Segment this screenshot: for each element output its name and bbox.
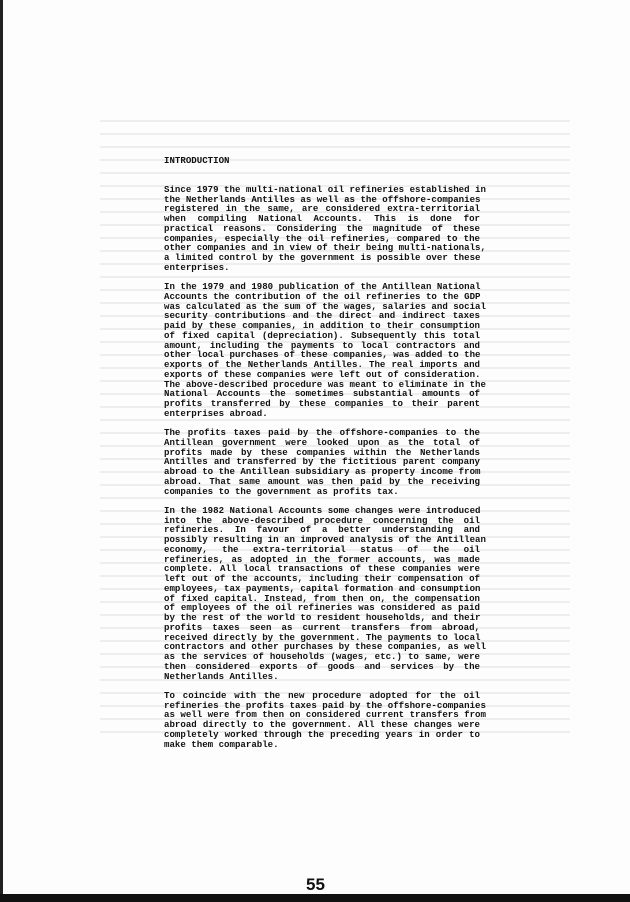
- text-line: as the services of households (wages, etc.) to same, were: [164, 651, 480, 662]
- text-line: possibly resulting in an improved analysis of the Antillean: [164, 534, 486, 545]
- text-line: as well were from then on considered current transfers from: [164, 709, 486, 721]
- text-line: companies to the government as profits tax.: [164, 485, 399, 497]
- text-line: Antillean government were looked upon as the total of: [164, 436, 480, 448]
- text-line: of fixed capital. Instead, from then on, the compensation: [164, 592, 480, 604]
- text-line: then considered exports of goods and services by the: [164, 660, 480, 672]
- paragraph: [164, 281, 486, 419]
- text-line: Accounts the contribution of the oil refineries to the GDP: [164, 290, 481, 302]
- text-line: was calculated as the sum of the wages, salaries and social: [164, 300, 486, 312]
- text-line: In the 1979 and 1980 publication of the Antillean National: [164, 281, 481, 292]
- paragraph: [164, 689, 486, 750]
- paragraph: [164, 504, 486, 682]
- text-line: exports of the Netherlands Antilles. The real imports and: [164, 359, 480, 370]
- text-line: Netherlands Antilles.: [164, 670, 279, 682]
- text-line: practical reasons. Considering the magnitude of these: [164, 222, 480, 234]
- text-line: refineries the profits taxes paid by the offshore-companies: [164, 699, 486, 711]
- text-line: National Accounts the sometimes substantial amounts of: [164, 388, 480, 400]
- text-line: registered in the same, are considered extra-territorial: [164, 203, 480, 215]
- text-line: companies, especially the oil refineries, compared to the: [164, 232, 480, 244]
- document-body: [164, 155, 486, 759]
- text-line: paid by these companies, in addition to their consumption: [164, 320, 480, 331]
- paragraphs: [164, 183, 486, 750]
- page-number: 55: [306, 875, 325, 894]
- text-line: refineries. In favour of a better understanding and: [164, 524, 480, 536]
- text-line: enterprises abroad.: [164, 407, 268, 419]
- text-line: received directly by the government. The payments to local: [164, 631, 481, 643]
- text-line: into the above-described procedure concerning the oil: [164, 514, 480, 526]
- text-line: Since 1979 the multi-national oil refineries established in: [164, 183, 486, 195]
- text-line: abroad. That same amount was then paid by the receiving: [164, 475, 480, 487]
- text-line: profits taxes seen as current transfers from abroad,: [164, 621, 480, 633]
- text-line: a limited control by the government is possible over these: [164, 252, 481, 263]
- text-line: amount, including the payments to local contractors and: [164, 339, 480, 351]
- text-line: when compiling National Accounts. This is done for: [164, 213, 480, 224]
- text-line: employees, tax payments, capital formation and consumption: [164, 582, 481, 594]
- text-line: contractors and other purchases by these companies, as well: [164, 641, 486, 653]
- text-line: The above-described procedure was meant to eliminate in the: [164, 378, 486, 390]
- paragraph: [164, 428, 480, 496]
- scan-left-edge: [0, 0, 3, 902]
- text-line: other companies and in view of their being multi-nationals,: [164, 242, 486, 254]
- text-line: profits made by these companies within the Netherlands: [164, 446, 480, 458]
- text-line: security contributions and the direct and indirect taxes: [164, 310, 480, 322]
- text-line: by the rest of the world to resident households, and their: [164, 612, 481, 623]
- text-line: profits transferred by these companies to their parent: [164, 398, 480, 409]
- text-line: abroad to the Antillean subsidiary as property income from: [164, 466, 481, 477]
- text-line: abroad directly to the government. All these changes were: [164, 719, 480, 730]
- text-line: complete. All local transactions of these companies were: [164, 563, 480, 575]
- text-line: enterprises.: [164, 261, 230, 273]
- text-line: other local purchases of these companies, was added to the: [164, 349, 481, 361]
- text-line: In the 1982 National Accounts some changes were introduced: [164, 504, 481, 516]
- text-line: make them comparable.: [164, 738, 279, 750]
- text-line: The profits taxes paid by the offshore-companies to the: [164, 427, 480, 438]
- paragraph: [164, 183, 486, 273]
- text-line: exports of these companies were left out of consideration.: [164, 368, 481, 380]
- text-line: completely worked through the preceding years in order to: [164, 728, 480, 740]
- text-line: To coincide with the new procedure adopted for the oil: [164, 689, 480, 701]
- text-line: of employees of the oil refineries was considered as paid: [164, 602, 480, 614]
- text-line: left out of the accounts, including their compensation of: [164, 573, 480, 584]
- section-heading: INTRODUCTION: [164, 155, 230, 166]
- text-line: of fixed capital (depreciation). Subsequently this total: [164, 329, 480, 341]
- text-line: Antilles and transferred by the fictitious parent company: [164, 456, 480, 468]
- text-line: refineries, as adopted in the former accounts, was made: [164, 553, 480, 565]
- text-line: the Netherlands Antilles as well as the offshore-companies: [164, 193, 481, 205]
- scan-bottom-edge: [0, 894, 630, 902]
- text-line: economy, the extra-territorial status of the oil: [164, 543, 480, 555]
